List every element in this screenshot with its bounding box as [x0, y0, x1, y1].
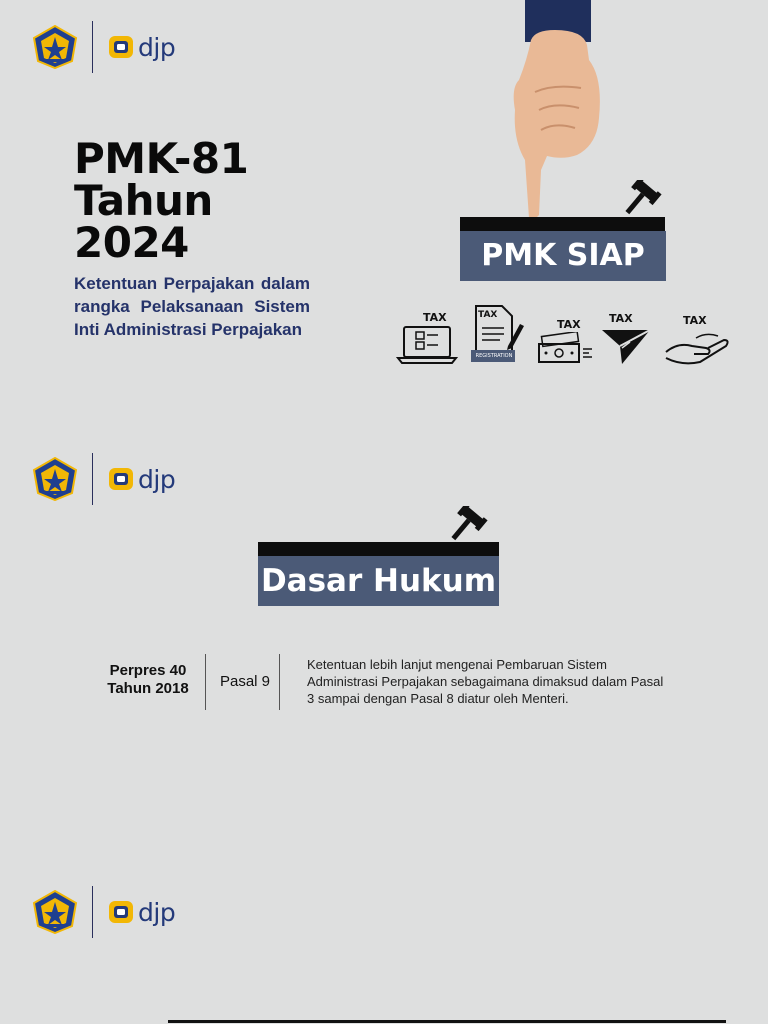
column-divider	[205, 654, 206, 710]
logo-divider	[92, 453, 93, 505]
paper-plane-tax-icon	[600, 326, 652, 366]
pointing-hand-icon	[505, 0, 615, 220]
logo-divider	[92, 21, 93, 73]
regulation-line-2: Tahun 2018	[107, 680, 189, 697]
tax-label-registration: TAX	[478, 310, 498, 320]
article-text: Ketentuan lebih lanjut mengenai Pembaruan Sistem Administrasi Perpajakan sebagaimana dimaksud dalam Pasal 3 sampai dengan Pasal 8 diatur oleh Menteri.	[307, 657, 664, 706]
page-subtitle: Ketentuan Perpajakan dalam rangka Pelaksanaan Sistem Inti Administrasi Perpajakan	[74, 274, 310, 339]
djp-brand	[107, 466, 175, 492]
kemenkeu-djp-logo	[32, 20, 175, 74]
banner-bar-partial	[168, 1020, 726, 1023]
slide-dasar-hukum	[0, 432, 768, 865]
djp-mark-icon	[107, 34, 135, 60]
djp-logo-text: djp	[138, 32, 176, 62]
kemenkeu-emblem-icon	[32, 890, 78, 934]
kemenkeu-emblem-icon	[32, 457, 78, 501]
tax-label-plane: TAX	[609, 312, 633, 325]
article-number: Pasal 9	[219, 673, 271, 690]
djp-mark-icon	[107, 466, 135, 492]
laptop-tax-icon	[396, 324, 458, 366]
title-line-3: 2024	[74, 218, 189, 267]
regulation-name	[98, 662, 198, 698]
gavel-icon	[620, 180, 666, 222]
djp-brand	[107, 899, 175, 925]
cash-tax-icon	[536, 332, 596, 366]
kemenkeu-djp-logo	[32, 885, 175, 939]
djp-mark-icon	[107, 899, 135, 925]
hand-tax-icon	[662, 328, 732, 368]
tax-label-hand: TAX	[683, 314, 707, 327]
regulation-line-1: Perpres 40	[109, 662, 187, 679]
tax-label-cash: TAX	[557, 318, 581, 331]
slide-three	[0, 865, 768, 1024]
kemenkeu-djp-logo	[32, 452, 175, 506]
kemenkeu-emblem-icon	[32, 25, 78, 69]
legal-basis-row	[90, 652, 710, 712]
djp-logo-text: djp	[138, 897, 176, 927]
djp-brand	[107, 34, 175, 60]
slide-pmk-81	[0, 0, 768, 432]
registration-badge: REGISTRATION	[475, 353, 513, 359]
logo-divider	[92, 886, 93, 938]
gavel-icon	[446, 506, 492, 548]
djp-logo-text: djp	[138, 464, 176, 494]
tax-label-laptop: TAX	[423, 311, 447, 324]
column-divider	[279, 654, 280, 710]
dasar-hukum-banner: Dasar Hukum	[258, 556, 499, 606]
title-line-2: Tahun	[74, 176, 213, 225]
title-line-1: PMK-81	[74, 134, 249, 183]
pmk-siap-banner: PMK SIAP	[460, 231, 666, 281]
page-title	[74, 134, 249, 267]
